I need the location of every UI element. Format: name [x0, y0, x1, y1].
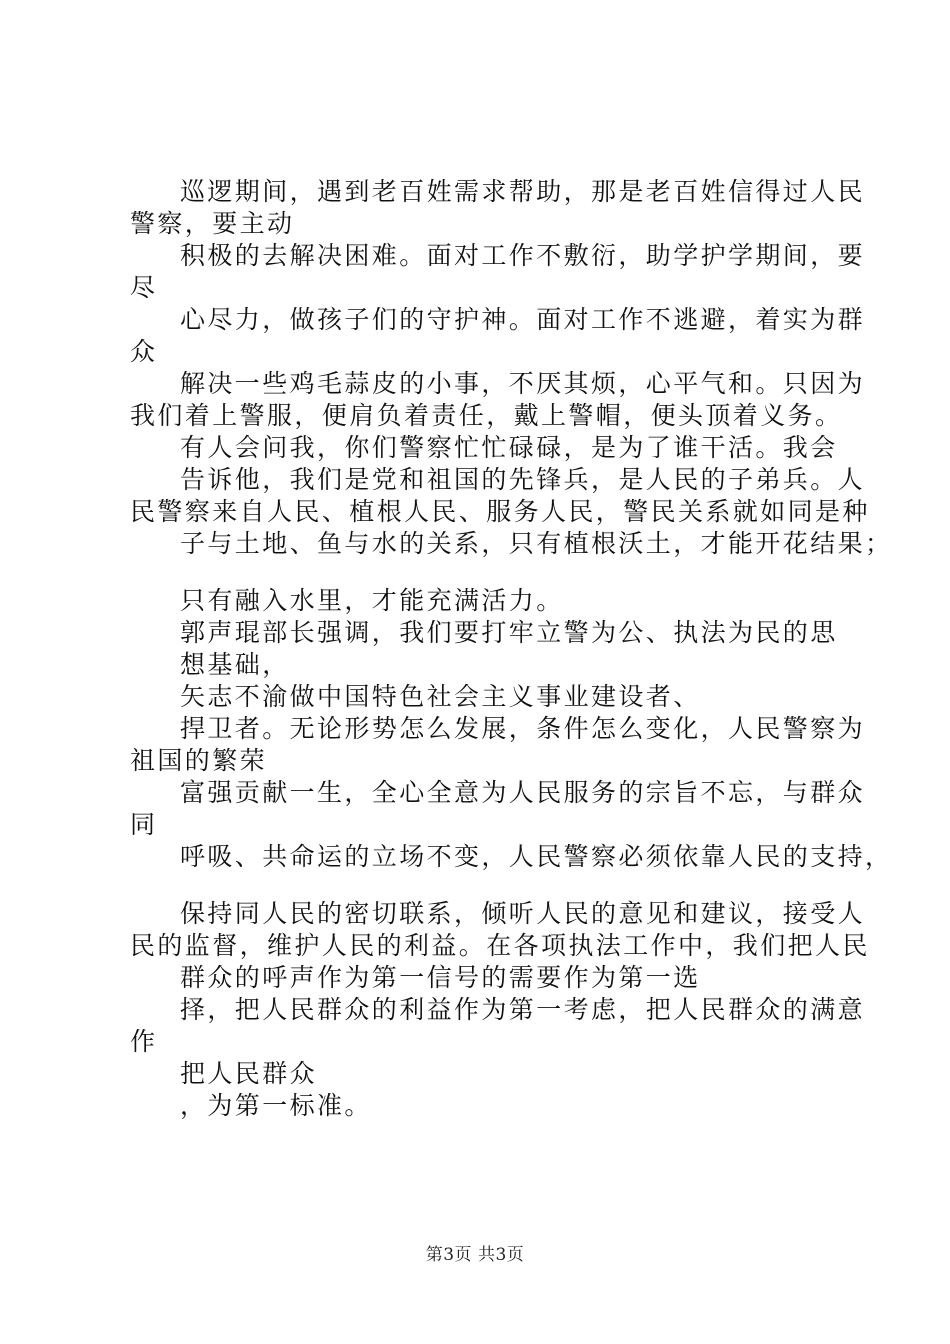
- text-line: 巡逻期间，遇到老百姓需求帮助，那是老百姓信得过人民: [180, 177, 866, 206]
- text-line: 把人民群众: [180, 1059, 318, 1088]
- text-line: 郭声琨部长强调，我们要打牢立警为公、执法为民的思: [180, 618, 838, 647]
- text-line: 只有融入水里，才能充满活力。: [180, 586, 564, 615]
- text-line: 作: [130, 1027, 158, 1056]
- text-line: 民的监督，维护人民的利益。在各项执法工作中，我们把人民: [130, 931, 870, 960]
- text-line: 心尽力，做孩子们的守护神。面对工作不逃避，着实为群: [180, 305, 866, 334]
- text-line: 群众的呼声作为第一信号的需要作为第一选: [180, 963, 701, 992]
- text-line: 择，把人民群众的利益作为第一考虑，把人民群众的满意: [180, 995, 866, 1024]
- text-line: 有人会问我，你们警察忙忙碌碌，是为了谁干活。我会: [180, 433, 838, 462]
- text-line: 众: [130, 337, 158, 366]
- text-line: 保持同人民的密切联系，倾听人民的意见和建议，接受人: [180, 899, 866, 928]
- text-line: 同: [130, 810, 158, 839]
- page-footer: 第3页 共3页: [425, 1245, 525, 1265]
- text-line: 矢志不渝做中国特色社会主义事业建设者、: [180, 682, 701, 711]
- text-line: 积极的去解决困难。面对工作不敷衍，助学护学期间，要: [180, 241, 866, 270]
- text-line: 警察，要主动: [130, 209, 295, 238]
- text-line: 想基础，: [180, 650, 290, 679]
- text-line: 尽: [130, 273, 158, 302]
- text-line: 子与土地、鱼与水的关系，只有植根沃土，才能开花结果；: [180, 529, 893, 558]
- text-line: 祖国的繁荣: [130, 746, 268, 775]
- text-line: 捍卫者。无论形势怎么发展，条件怎么变化，人民警察为: [180, 714, 866, 743]
- text-line: 呼吸、共命运的立场不变，人民警察必须依靠人民的支持，: [180, 842, 893, 871]
- text-line: 富强贡献一生，全心全意为人民服务的宗旨不忘，与群众: [180, 778, 866, 807]
- text-line: 民警察来自人民、植根人民、服务人民，警民关系就如同是种: [130, 497, 870, 526]
- text-line: ，为第一标准。: [180, 1091, 372, 1120]
- text-line: 告诉他，我们是党和祖国的先锋兵，是人民的子弟兵。人: [180, 465, 866, 494]
- text-line: 解决一些鸡毛蒜皮的小事，不厌其烦，心平气和。只因为: [180, 369, 866, 398]
- text-line: 我们着上警服，便肩负着责任，戴上警帽，便头顶着义务。: [130, 401, 843, 430]
